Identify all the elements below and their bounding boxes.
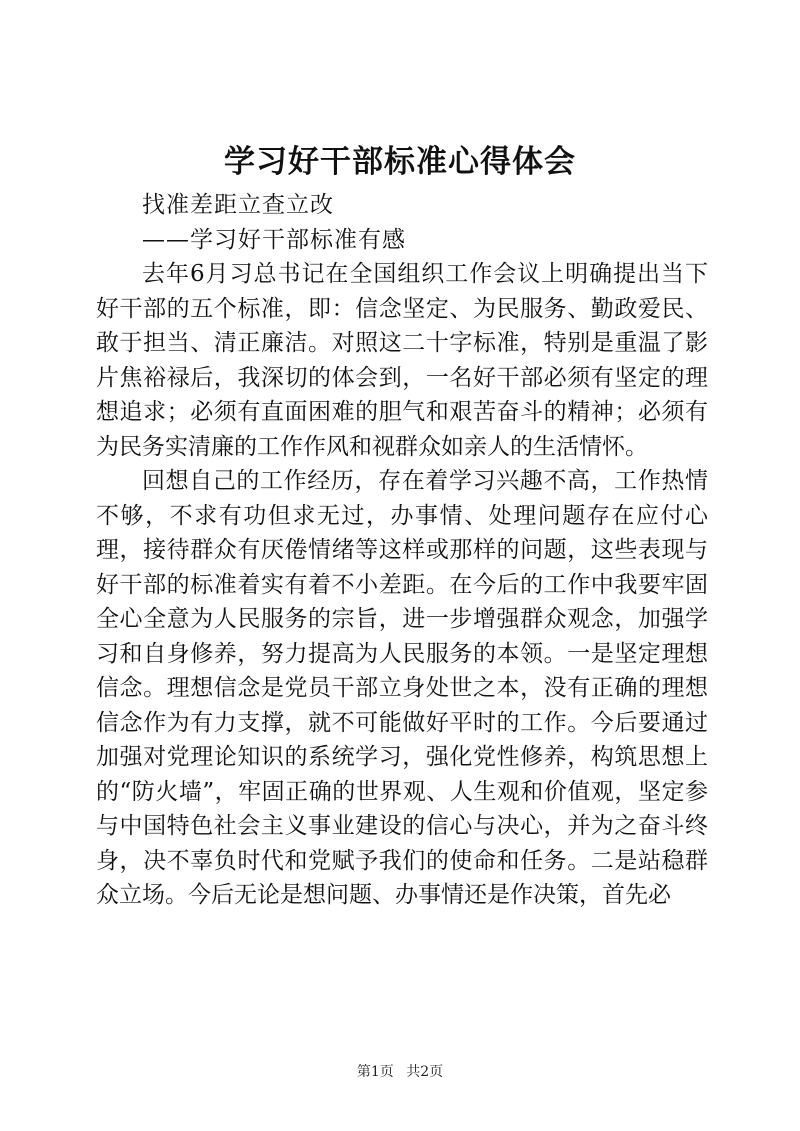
- subtitle-line: ——学习好干部标准有感: [142, 226, 406, 253]
- page-footer: [0, 1062, 800, 1082]
- subtitle-line: 找准差距立查立改: [142, 192, 334, 218]
- document-title: 学习好干部标准心得体会: [224, 144, 576, 180]
- body-paragraph: 去年6月习总书记在全国组织工作会议上明确提出当下好干部的五个标准，即：信念坚定、为民服务、勤政爱民、敢于担当、清正廉洁。对照这二十字标准，特别是重温了影片焦裕禄后，我深切的体会到，一名好干部必须有坚定的理想追求；必须有直面困难的胆气和艰苦奋斗的精神；必须有为民务实清廉的工作作风和视群众如亲人的生活情怀。: [96, 261, 708, 460]
- document-body: [96, 188, 708, 913]
- page-total: 共2页: [406, 1064, 444, 1080]
- body-paragraph: 回想自己的工作经历，存在着学习兴趣不高，工作热情不够，不求有功但求无过，办事情、处理问题存在应付心理，接待群众有厌倦情绪等这样或那样的问题，这些表现与好干部的标准着实有着不小差距。在今后的工作中我要牢固全心全意为人民服务的宗旨，进一步增强群众观念，加强学习和自身修养，努力提高为人民服务的本领。一是坚定理想信念。理想信念是党员干部立身处世之本，没有正确的理想信念作为有力支撑，就不可能做好平时的工作。今后要通过加强对党理论知识的系统学习，强化党性修养，构筑思想上的“防火墙”，牢固正确的世界观、人生观和价值观，坚定参与中国特色社会主义事业建设的信心与决心，并为之奋斗终身，决不辜负时代和党赋予我们的使命和任务。二是站稳群众立场。今后无论是想问题、办事情还是作决策，首先必: [96, 468, 708, 908]
- page-number: 第1页: [356, 1064, 394, 1080]
